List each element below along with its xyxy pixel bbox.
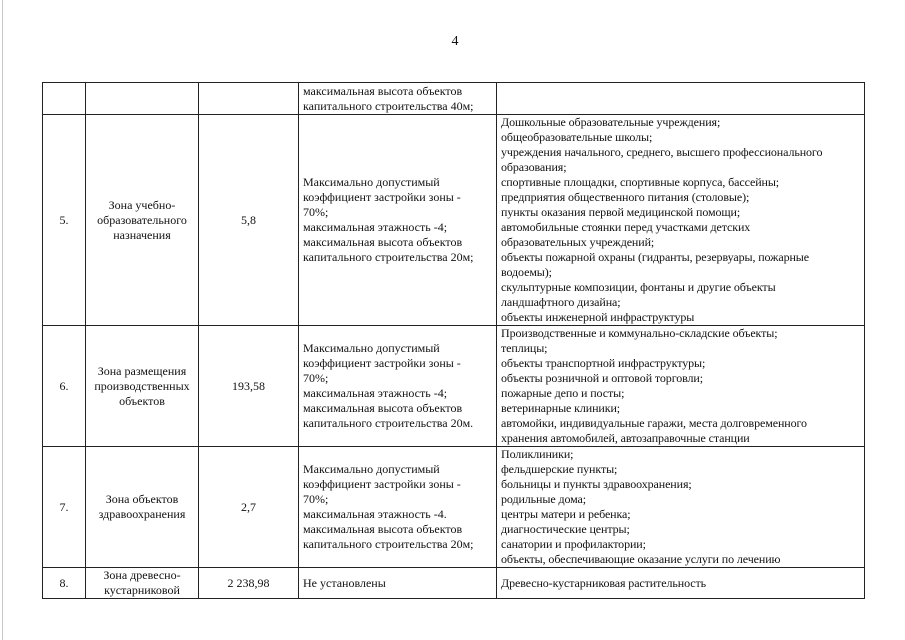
params-line: капитального строительства 20м.	[303, 416, 474, 430]
cell-params	[299, 568, 497, 599]
zones-table	[42, 82, 865, 599]
scan-edge-line	[2, 0, 3, 640]
cell-params	[299, 83, 497, 115]
uses-line: теплицы;	[501, 341, 548, 355]
uses-line: Дошкольные образовательные учреждения;	[501, 115, 721, 129]
cell-num: 6.	[43, 326, 86, 447]
name-line: Зона древесно-	[103, 568, 181, 582]
cell-area: 2,7	[199, 447, 299, 568]
page-number: 4	[451, 34, 459, 49]
name-line: Зона объектов	[105, 492, 179, 506]
uses-line: объекты транспортной инфраструктуры;	[501, 356, 706, 370]
uses-line: образования;	[501, 160, 567, 174]
uses-line: общеобразовательные школы;	[501, 130, 653, 144]
table-row-zone-8	[43, 568, 865, 599]
cell-name	[86, 568, 199, 599]
uses-line: учреждения начального, среднего, высшего профессионального	[501, 145, 823, 159]
params-line: Максимально допустимый	[303, 175, 440, 189]
cell-num: 5.	[43, 115, 86, 326]
name-line: кустарниковой	[104, 583, 180, 597]
params-line: коэффициент застройки зоны -	[303, 356, 461, 370]
cell-uses	[497, 83, 865, 115]
cell-area: 5,8	[199, 115, 299, 326]
uses-line: автомобильные стоянки перед участками детских	[501, 220, 751, 234]
params-line: коэффициент застройки зоны -	[303, 477, 461, 491]
params-line: 70%;	[303, 492, 329, 506]
params-line: максимальная высота объектов	[303, 401, 463, 415]
cell-uses	[497, 326, 865, 447]
params-line: максимальная этажность -4;	[303, 220, 448, 234]
cell-num: 7.	[43, 447, 86, 568]
name-line: назначения	[113, 227, 171, 242]
cell-num: 8.	[43, 568, 86, 599]
params-line: Максимально допустимый	[303, 341, 440, 355]
cell-area: 193,58	[199, 326, 299, 447]
uses-line: хранения автомобилей, автозаправочные станции	[501, 431, 750, 445]
params-line: максимальная высота объектов	[303, 235, 463, 249]
uses-line: образовательных учреждений;	[501, 235, 655, 249]
cell-uses	[497, 447, 865, 568]
cell-num	[43, 83, 86, 115]
params-line: Максимально допустимый	[303, 462, 440, 476]
params-line: максимальная высота объектов	[303, 522, 463, 536]
uses-line: Поликлиники;	[501, 447, 574, 461]
name-line: Зона размещения	[97, 363, 187, 378]
params-line: капитального строительства 40м;	[303, 98, 474, 113]
uses-line: ландшафтного дизайна;	[501, 295, 621, 309]
params-line: Не установлены	[303, 575, 386, 590]
uses-line: центры матери и ребенка;	[501, 507, 631, 521]
cell-params	[299, 447, 497, 568]
cell-name	[86, 326, 199, 447]
name-line: производственных	[94, 378, 190, 393]
table-row-zone-5	[43, 115, 865, 326]
table-row-zone-7	[43, 447, 865, 568]
params-line: максимальная этажность -4.	[303, 507, 447, 521]
uses-line: диагностические центры;	[501, 522, 630, 536]
uses-line: скульптурные композиции, фонтаны и другие объекты	[501, 280, 776, 294]
uses-line: Производственные и коммунально-складские объекты;	[501, 326, 778, 340]
cell-name	[86, 83, 199, 115]
cell-area	[199, 83, 299, 115]
cell-name	[86, 447, 199, 568]
cell-name	[86, 115, 199, 326]
name-line: объектов	[119, 393, 165, 408]
uses-line: пункты оказания первой медицинской помощи;	[501, 205, 741, 219]
params-line: коэффициент застройки зоны -	[303, 190, 461, 204]
cell-area: 2 238,98	[199, 568, 299, 599]
cell-uses	[497, 568, 865, 599]
table-row-continuation	[43, 83, 865, 115]
cell-params	[299, 115, 497, 326]
uses-line: водоемы);	[501, 265, 552, 279]
cell-uses	[497, 115, 865, 326]
uses-line: предприятия общественного питания (столовые);	[501, 190, 750, 204]
uses-line: ветеринарные клиники;	[501, 401, 621, 415]
name-line: здравоохранения	[98, 507, 186, 521]
uses-line: спортивные площадки, спортивные корпуса, бассейны;	[501, 175, 780, 189]
params-line: 70%;	[303, 371, 329, 385]
uses-line: больницы и пункты здравоохранения;	[501, 477, 692, 491]
uses-line: объекты розничной и оптовой торговли;	[501, 371, 703, 385]
uses-line: автомойки, индивидуальные гаражи, места долговременного	[501, 416, 807, 430]
params-line: капитального строительства 20м;	[303, 537, 474, 551]
cell-params	[299, 326, 497, 447]
uses-line: Древесно-кустарниковая растительность	[501, 575, 707, 590]
uses-line: санатории и профилактории;	[501, 537, 646, 551]
uses-line: пожарные депо и посты;	[501, 386, 625, 400]
uses-line: объекты пожарной охраны (гидранты, резервуары, пожарные	[501, 250, 809, 264]
params-line: максимальная высота объектов	[303, 83, 463, 98]
params-line: капитального строительства 20м;	[303, 250, 474, 264]
name-line: образовательного	[97, 212, 187, 227]
uses-line: объекты, обеспечивающие оказание услуги по лечению	[501, 552, 781, 566]
uses-line: родильные дома;	[501, 492, 587, 506]
params-line: максимальная этажность -4;	[303, 386, 448, 400]
params-line: 70%;	[303, 205, 329, 219]
uses-line: объекты инженерной инфраструктуры	[501, 310, 695, 324]
table-row-zone-6	[43, 326, 865, 447]
uses-line: фельдшерские пункты;	[501, 462, 618, 476]
name-line: Зона учебно-	[108, 197, 176, 212]
